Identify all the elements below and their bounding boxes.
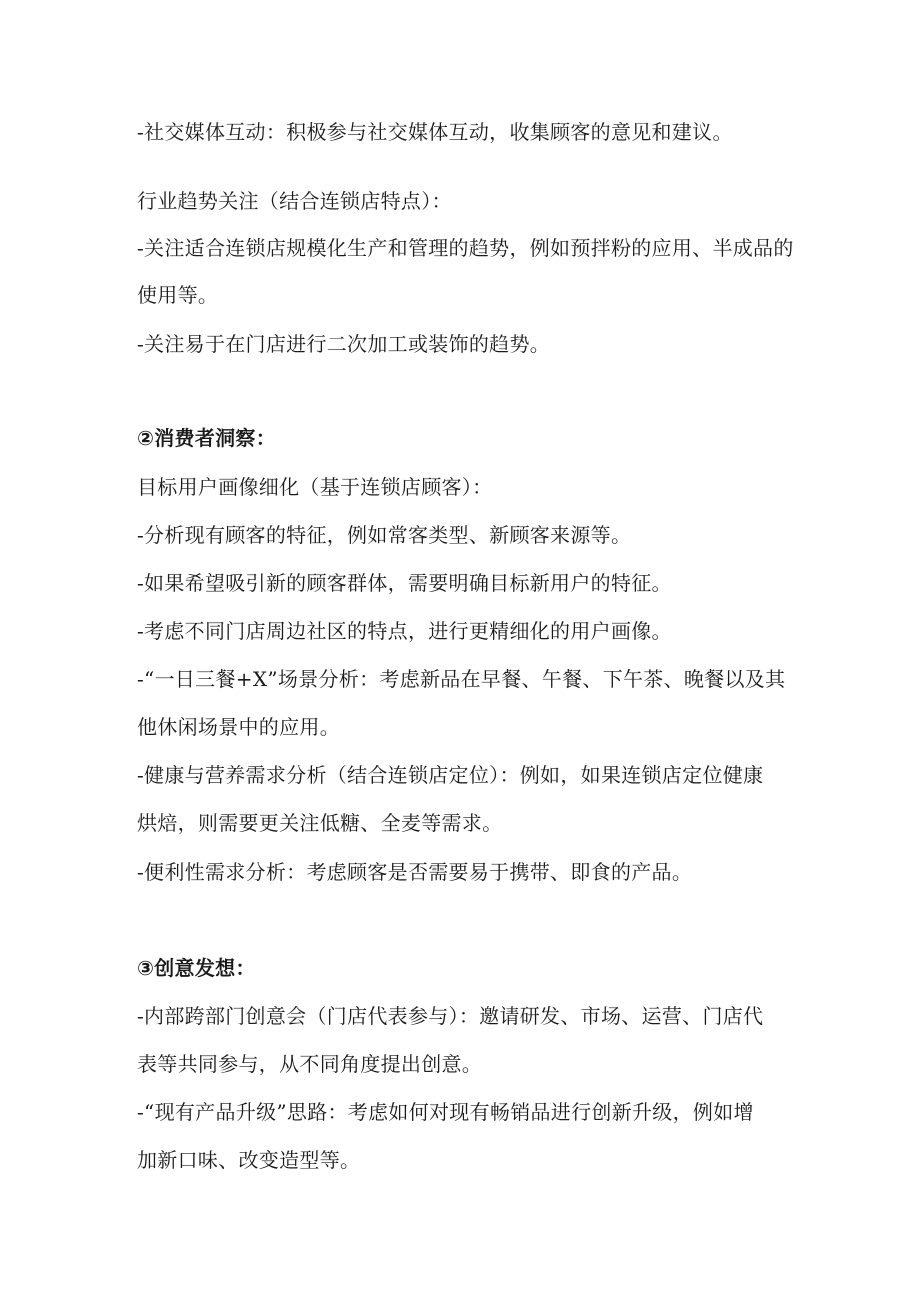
text-line-upgrade-a: -“现有产品升级”思路：考虑如何对现有畅销品进行创新升级，例如增 [137,1100,754,1124]
text-line-trend-1a: -关注适合连锁店规模化生产和管理的趋势，例如预拌粉的应用、半成品的 [137,236,794,260]
text-line-upgrade-b: 加新口味、改变造型等。 [137,1148,361,1172]
text-line-trend-2: -关注易于在门店进行二次加工或装饰的趋势。 [137,332,551,356]
text-line-health-a: -健康与营养需求分析（结合连锁店定位）：例如，如果连锁店定位健康 [137,763,764,787]
section-heading-ideation: ③创意发想： [137,956,256,980]
text-line-persona-heading: 目标用户画像细化（基于连锁店顾客）： [137,475,493,499]
section-heading-consumer-insight: ②消费者洞察： [137,426,277,450]
text-line-health-b: 烘焙，则需要更关注低糖、全麦等需求。 [137,811,503,835]
text-line-trend-1b: 使用等。 [137,283,219,307]
text-line-trend-heading: 行业趋势关注（结合连锁店特点）： [137,189,452,213]
text-line-social-media: -社交媒体互动：积极参与社交媒体互动，收集顾客的意见和建议。 [137,120,733,144]
text-line-convenience: -便利性需求分析：考虑顾客是否需要易于携带、即食的产品。 [137,860,693,884]
text-line-meeting-a: -内部跨部门创意会（门店代表参与）：邀请研发、市场、运营、门店代 [137,1004,764,1028]
text-line-meeting-b: 表等共同参与，从不同角度提出创意。 [137,1052,483,1076]
text-line-scenario-b: 他休闲场景中的应用。 [137,715,340,739]
text-line-persona-1: -分析现有顾客的特征，例如常客类型、新顾客来源等。 [137,523,632,547]
text-line-scenario-a: -“一日三餐+X”场景分析：考虑新品在早餐、午餐、下午茶、晚餐以及其 [137,667,786,691]
text-line-persona-2: -如果希望吸引新的顾客群体，需要明确目标新用户的特征。 [137,571,672,595]
text-line-persona-3: -考虑不同门店周边社区的特点，进行更精细化的用户画像。 [137,619,672,643]
